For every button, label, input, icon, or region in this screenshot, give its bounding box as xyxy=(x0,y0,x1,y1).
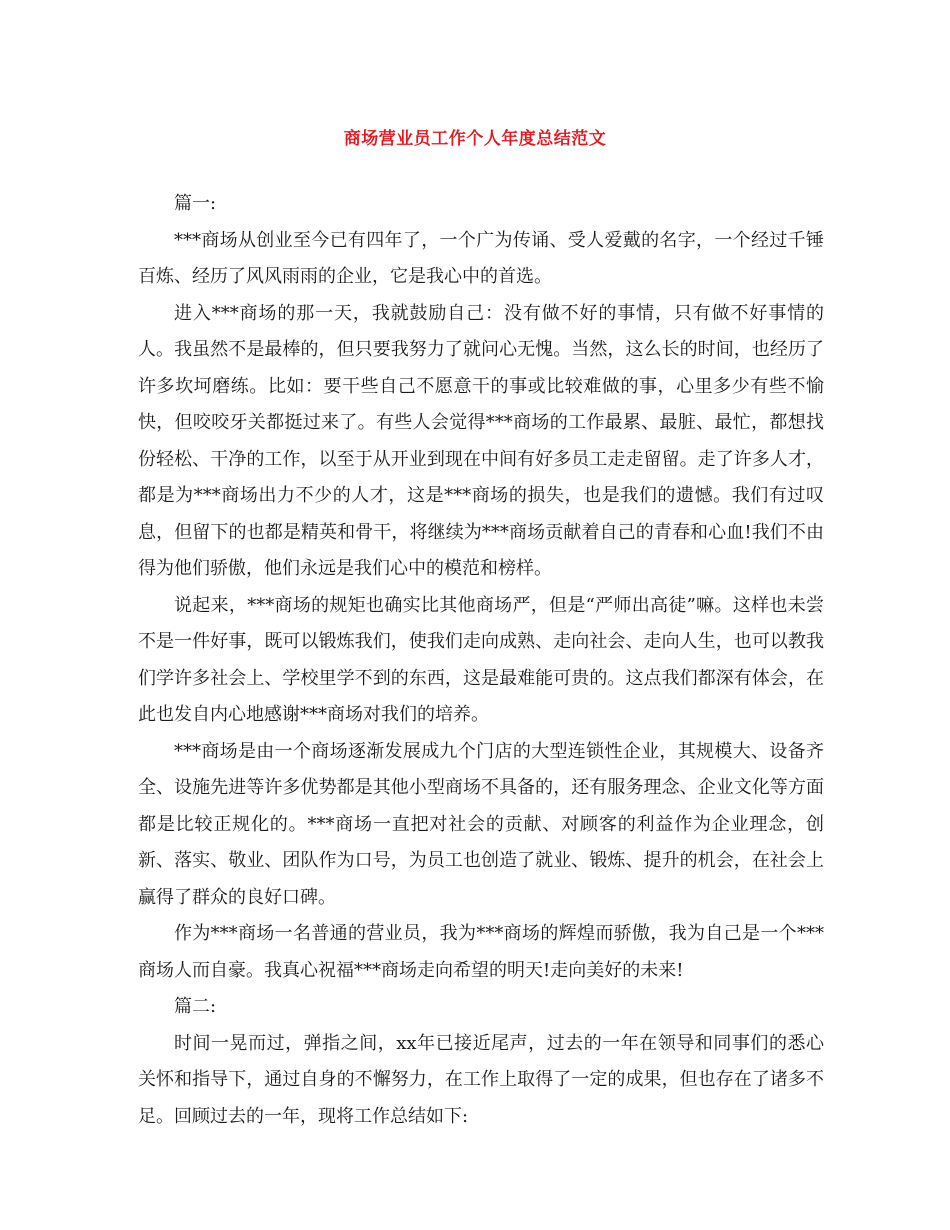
section-heading-2: 篇二: xyxy=(174,996,217,1017)
paragraph: 说起来，***商场的规矩也确实比其他商场严，但是“严师出高徒”嘛。这样也未尝不是一件好事，既可以锻炼我们，使我们走向成熟、走向社会、走向人生，也可以教我们学许多社会上、学校里学不到的东西，这是最难能可贵的。这点我们都深有体会，在此也发自内心地感谢***商场对我们的培养。 xyxy=(138,594,824,725)
document-body xyxy=(138,186,824,1135)
paragraph: 时间一晃而过，弹指之间，xx年已接近尾声，过去的一年在领导和同事们的悉心关怀和指导下，通过自身的不懈努力，在工作上取得了一定的成果，但也存在了诸多不足。回顾过去的一年，现将工作总结如下: xyxy=(138,1032,824,1127)
paragraph: 进入***商场的那一天，我就鼓励自己：没有做不好的事情，只有做不好事情的人。我虽然不是最棒的，但只要我努力了就问心无愧。当然，这么长的时间，也经历了许多坎坷磨练。比如：要干些自己不愿意干的事或比较难做的事，心里多少有些不愉快，但咬咬牙关都挺过来了。有些人会觉得***商场的工作最累、最脏、最忙，都想找份轻松、干净的工作，以至于从开业到现在中间有好多员工走走留留。走了许多人才，都是为***商场出力不少的人才，这是***商场的损失，也是我们的遗憾。我们有过叹息，但留下的也都是精英和骨干，将继续为***商场贡献着自己的青春和心血!我们不由得为他们骄傲，他们永远是我们心中的模范和榜样。 xyxy=(138,302,824,579)
paragraph: ***商场是由一个商场逐渐发展成九个门店的大型连锁性企业，其规模大、设备齐全、设施先进等许多优势都是其他小型商场不具备的，还有服务理念、企业文化等方面都是比较正规化的。***商场一直把对社会的贡献、对顾客的利益作为企业理念，创新、落实、敬业、团队作为口号，为员工也创造了就业、锻炼、提升的机会，在社会上赢得了群众的良好口碑。 xyxy=(138,740,824,908)
paragraph: ***商场从创业至今已有四年了，一个广为传诵、受人爱戴的名字，一个经过千锤百炼、经历了风风雨雨的企业，它是我心中的首选。 xyxy=(138,229,824,287)
paragraph: 作为***商场一名普通的营业员，我为***商场的辉煌而骄傲，我为自己是一个***商场人而自豪。我真心祝福***商场走向希望的明天!走向美好的未来! xyxy=(138,923,824,981)
section-heading-1: 篇一: xyxy=(174,193,217,214)
document-title: 商场营业员工作个人年度总结范文 xyxy=(343,129,607,149)
